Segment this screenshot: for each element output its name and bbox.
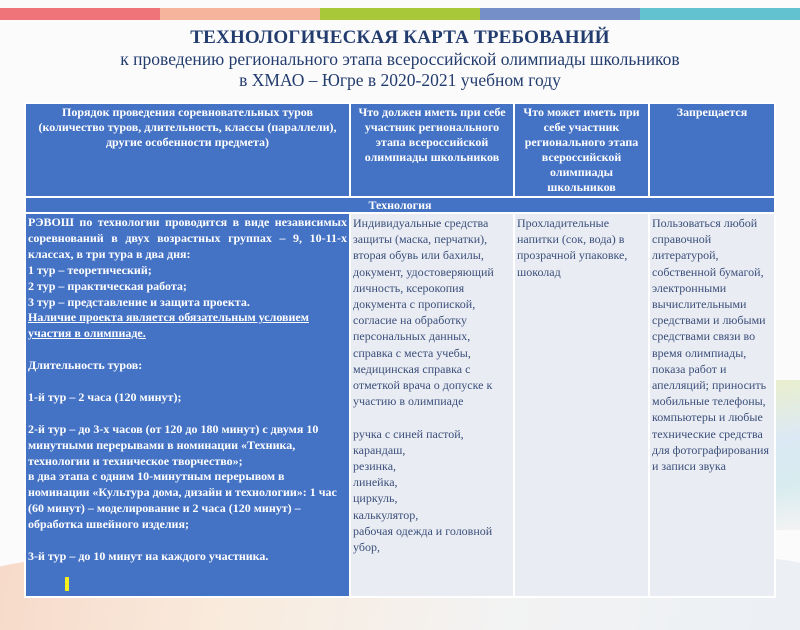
header-forbidden: Запрещается [649,103,775,197]
duration-tour-2b: в два этапа с одним 10-минутным перерывом в номинации «Культура дома, дизайн и технологии»: 1 час (60 минут) – моделирование и 2 часа (120 минут) – обработка швейного изделия; [28,469,337,532]
table-row [25,213,775,597]
duration-tour-1: 1-й тур – 2 часа (120 минут); [28,389,182,404]
cell-must-have [350,213,514,597]
must-have-item: карандаш, [353,442,406,457]
must-have-item: рабочая одежда и головной убор, [353,523,493,555]
section-title-technology: Технология [25,197,775,213]
must-have-item: циркуль, [353,491,398,506]
header-tour-order: Порядок проведения соревновательных туров (количество туров, длительность, классы (параллели), другие особенности предмета) [25,103,350,197]
forbidden-text: Пользоваться любой справочной литературой, собственной бумагой, электронными вычислительными средствами и любыми средствами связи во время олимпиады, показа работ и апелляций; приносить мобильные телефоны, компьютеры и любые технические средства для фотографирования и записи звука [652,216,769,474]
project-note: Наличие проекта является обязательным условием участия в олимпиаде. [28,310,309,341]
must-have-item: калькулятор, [353,507,419,522]
intro-text: РЭВОШ по технологии проводится в виде независимых соревнований в двух возрастных группах – 9, 10-11-х классах, в три тура в два дня: [28,215,347,261]
text-cursor-marker [65,577,69,591]
may-have-text: Прохладительные напитки (сок, вода) в прозрачной упаковке, шоколад [517,216,628,279]
must-have-item: ручка с синей пастой, [353,426,464,441]
title-subtitle-line2: в ХМАО – Югре в 2020-2021 учебном году [239,70,561,90]
stripe-segment [640,8,800,20]
cell-may-have [514,213,649,597]
document-title [0,27,800,91]
stripe-segment [0,8,160,20]
stripe-segment [480,8,640,20]
section-row [25,197,775,213]
duration-tour-2a: 2-й тур – до 3-х часов (от 120 до 180 минут) с двумя 10 минутными перерывами в номинации «Техника, технологии и техническое творчество»; [28,421,319,468]
stripe-segment [320,8,480,20]
title-subtitle-line1: к проведению регионального этапа всероссийской олимпиады школьников [120,49,680,69]
spacer [28,342,347,358]
spacer [28,533,347,549]
must-have-documents: Индивидуальные средства защиты (маска, перчатки), вторая обувь или бахилы, документ, удостоверяющий личность, ксерокопия документа с пропиской, согласие на обработку персональных данных, справка с места учебы, медицинская справка с отметкой врача о допуске к участию в олимпиаде [353,216,494,409]
tour-3: 3 тур – представление и защита проекта. [28,294,250,309]
table-header-row [25,103,775,197]
tour-2: 2 тур – практическая работа; [28,278,187,293]
cell-forbidden [649,213,775,597]
must-have-item: линейка, [353,475,398,490]
cell-tour-order [25,213,350,597]
stripe-segment [160,8,320,20]
duration-tour-3: 3-й тур – до 10 минут на каждого участника. [28,548,269,563]
title-main: ТЕХНОЛОГИЧЕСКАЯ КАРТА ТРЕБОВАНИЙ [190,27,610,48]
spacer [28,374,347,390]
header-may-have: Что может иметь при себе участник регионального этапа всероссийской олимпиады школьников [514,103,649,197]
spacer [28,406,347,422]
spacer [353,409,511,425]
decorative-color-stripe [0,8,800,20]
duration-title: Длительность туров: [28,358,143,373]
must-have-item: резинка, [353,459,397,474]
header-must-have: Что должен иметь при себе участник регионального этапа всероссийской олимпиады школьников [350,103,514,197]
tour-1: 1 тур – теоретический; [28,262,152,277]
requirements-table [24,102,776,598]
